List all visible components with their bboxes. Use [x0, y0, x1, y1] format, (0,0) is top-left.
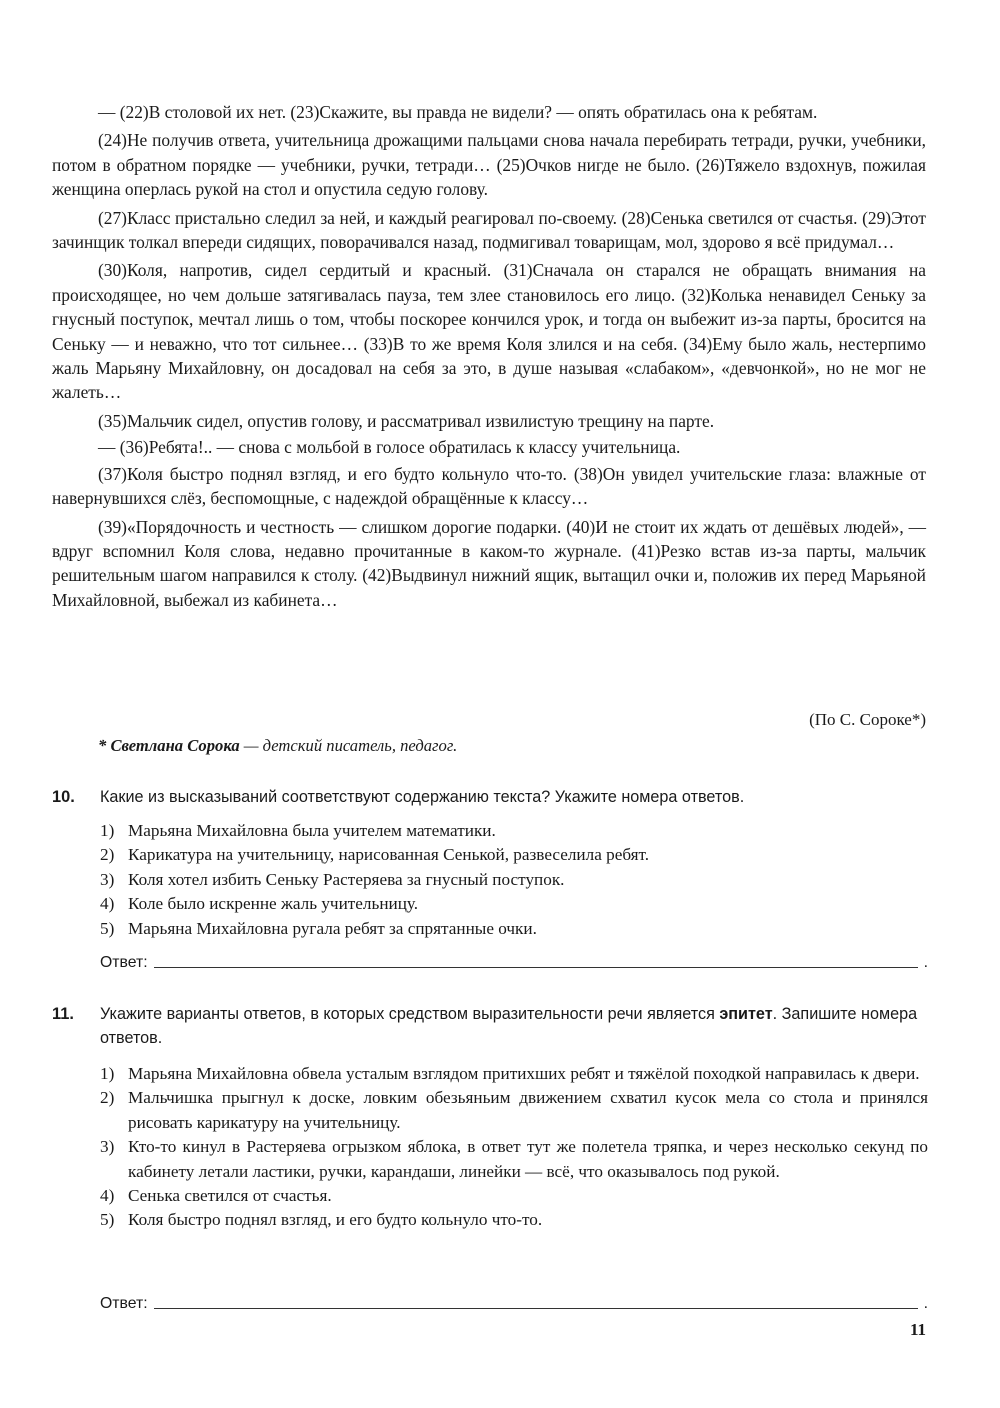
footnote-description: — детский писатель, педагог. — [239, 736, 458, 755]
answer-row — [100, 951, 928, 972]
answer-option — [100, 917, 928, 941]
answer-option — [100, 892, 928, 916]
answer-option — [100, 1208, 928, 1232]
text-attribution: (По С. Сороке*) — [809, 710, 926, 729]
option-number: 1) — [100, 821, 115, 840]
answer-label: Ответ: — [100, 954, 148, 971]
question-11 — [52, 1002, 928, 1312]
footnote-author-name: * Светлана Сорока — [98, 736, 240, 755]
option-number: 1) — [100, 1064, 115, 1083]
answer-option — [100, 1062, 928, 1086]
answer-input-line[interactable] — [154, 951, 918, 968]
prompt-term: эпитет — [719, 1005, 773, 1023]
option-text: Марьяна Михайловна ругала ребят за спрятанные очки. — [128, 918, 537, 938]
text-paragraph: — (36)Ребята!.. — снова с мольбой в голосе обратилась к классу учительница. — [98, 437, 681, 458]
answer-input-line[interactable] — [154, 1292, 918, 1309]
question-number: 10. — [52, 788, 75, 806]
text-paragraph: — (22)В столовой их нет. (23)Скажите, вы правда не видели? — опять обратилась она к ребятам. — [98, 102, 818, 122]
page-number: 11 — [909, 1320, 926, 1339]
answer-options — [100, 1062, 928, 1233]
answer-option — [100, 1135, 928, 1184]
question-prompt — [100, 1002, 928, 1050]
author-footnote — [98, 735, 457, 757]
question-number: 11. — [52, 1005, 74, 1023]
answer-option — [100, 1184, 928, 1208]
question-prompt: Какие из высказываний соответствуют содержанию текста? Укажите номера ответов. — [100, 788, 745, 806]
option-number: 4) — [100, 894, 115, 914]
answer-option — [100, 868, 928, 892]
answer-label: Ответ: — [100, 1295, 148, 1312]
option-text: Коля хотел избить Сеньку Растеряева за гнусный поступок. — [128, 869, 565, 889]
option-text: Коля быстро поднял взгляд, и его будто кольнуло что-то. — [128, 1210, 543, 1230]
answer-option — [100, 843, 928, 867]
option-text: Коле было искренне жаль учительницу. — [128, 894, 419, 914]
answer-row — [100, 1292, 928, 1313]
option-text: Мальчишка прыгнул к доске, ловким обезьяньим движением схватил кусок мела со стола и принялся рисовать карикатуру на учительницу. — [128, 1088, 928, 1132]
text-paragraph: (27)Класс пристально следил за ней, и каждый реагировал по-своему. (28)Сенька светился от счастья. (29)Этот зачинщик толкал впереди сидящих, поворачивался назад, подмигивал товарищам, мол, здорово я всё придумал… — [52, 207, 926, 253]
prompt-end: . Запишите номера ответов. — [100, 1005, 918, 1047]
reading-text — [52, 100, 926, 616]
text-paragraph: (24)Не получив ответа, учительница дрожащими пальцами снова начала перебирать тетради, ручки, учебники, потом в обратном порядке — учебники, ручки, тетради… (25)Очков нигде не было. (26)Тяжело вздохнув, пожилая женщина оперлась рукой на стол и опустила седую голову. — [52, 130, 926, 200]
option-text: Сенька светился от счастья. — [128, 1186, 332, 1206]
option-number: 2) — [100, 1088, 115, 1108]
answer-option — [100, 819, 928, 843]
option-text: Марьяна Михайловна обвела усталым взглядом притихших ребят и тяжёлой походкой направилась к двери. — [128, 1064, 920, 1083]
option-number: 3) — [100, 1137, 115, 1157]
answer-end-dot: . — [923, 954, 928, 971]
option-number: 4) — [100, 1186, 115, 1206]
question-10 — [52, 785, 928, 971]
text-paragraph: (35)Мальчик сидел, опустив голову, и рассматривал извилистую трещину на парте. — [98, 410, 715, 431]
option-number: 5) — [100, 1210, 115, 1230]
text-paragraph: (39)«Порядочность и честность — слишком дорогие подарки. (40)И не стоит их ждать от дешёвых людей», — вдруг вспомнил Коля слова, недавно прочитанные в каком-то журнале. (41)Резко встав из-за парты, мальчик решительным шагом направился к столу. (42)Выдвинул нижний ящик, вытащил очки и, положив их перед Марьяной Михайловной, выбежал из кабинета… — [52, 516, 926, 610]
option-number: 2) — [100, 845, 115, 865]
text-paragraph: (30)Коля, напротив, сидел сердитый и красный. (31)Сначала он старался не обращать внимания на происходящее, но чем дольше затягивалась пауза, тем злее становилось его лицо. (32)Колька ненавидел Сеньку за гнусный поступок, мечтал лишь о том, чтобы поскорее кончился урок, и тогда он выбежит из-за парты, бросится на Сеньку — и неважно, что тот сильнее… (33)В то же время Коля злился и на себя. (34)Ему было жаль, нестерпимо жаль Марьяну Михайловну, он досадовал на себя за это, в душе называя «слабаком», «девчонкой», но не мог не жалеть… — [52, 260, 926, 403]
answer-options — [100, 819, 928, 941]
option-text: Марьяна Михайловна была учителем математики. — [128, 821, 496, 840]
prompt-start: Укажите варианты ответов, в которых средством выразительности речи является — [100, 1005, 720, 1023]
text-paragraph: (37)Коля быстро поднял взгляд, и его будто кольнуло что-то. (38)Он увидел учительские глаза: влажные от навернувшихся слёз, беспомощные, с надеждой обращённые к классу… — [52, 463, 926, 509]
option-number: 5) — [100, 918, 115, 938]
option-number: 3) — [100, 869, 115, 889]
answer-end-dot: . — [923, 1295, 928, 1312]
option-text: Карикатура на учительницу, нарисованная Сенькой, развеселила ребят. — [128, 845, 650, 865]
option-text: Кто-то кинул в Растеряева огрызком яблока, в ответ тут же полетела тряпка, и через несколько секунд по кабинету летали ластики, ручки, карандаши, линейки — всё, что оказывалось под рукой. — [128, 1137, 928, 1181]
answer-option — [100, 1086, 928, 1135]
